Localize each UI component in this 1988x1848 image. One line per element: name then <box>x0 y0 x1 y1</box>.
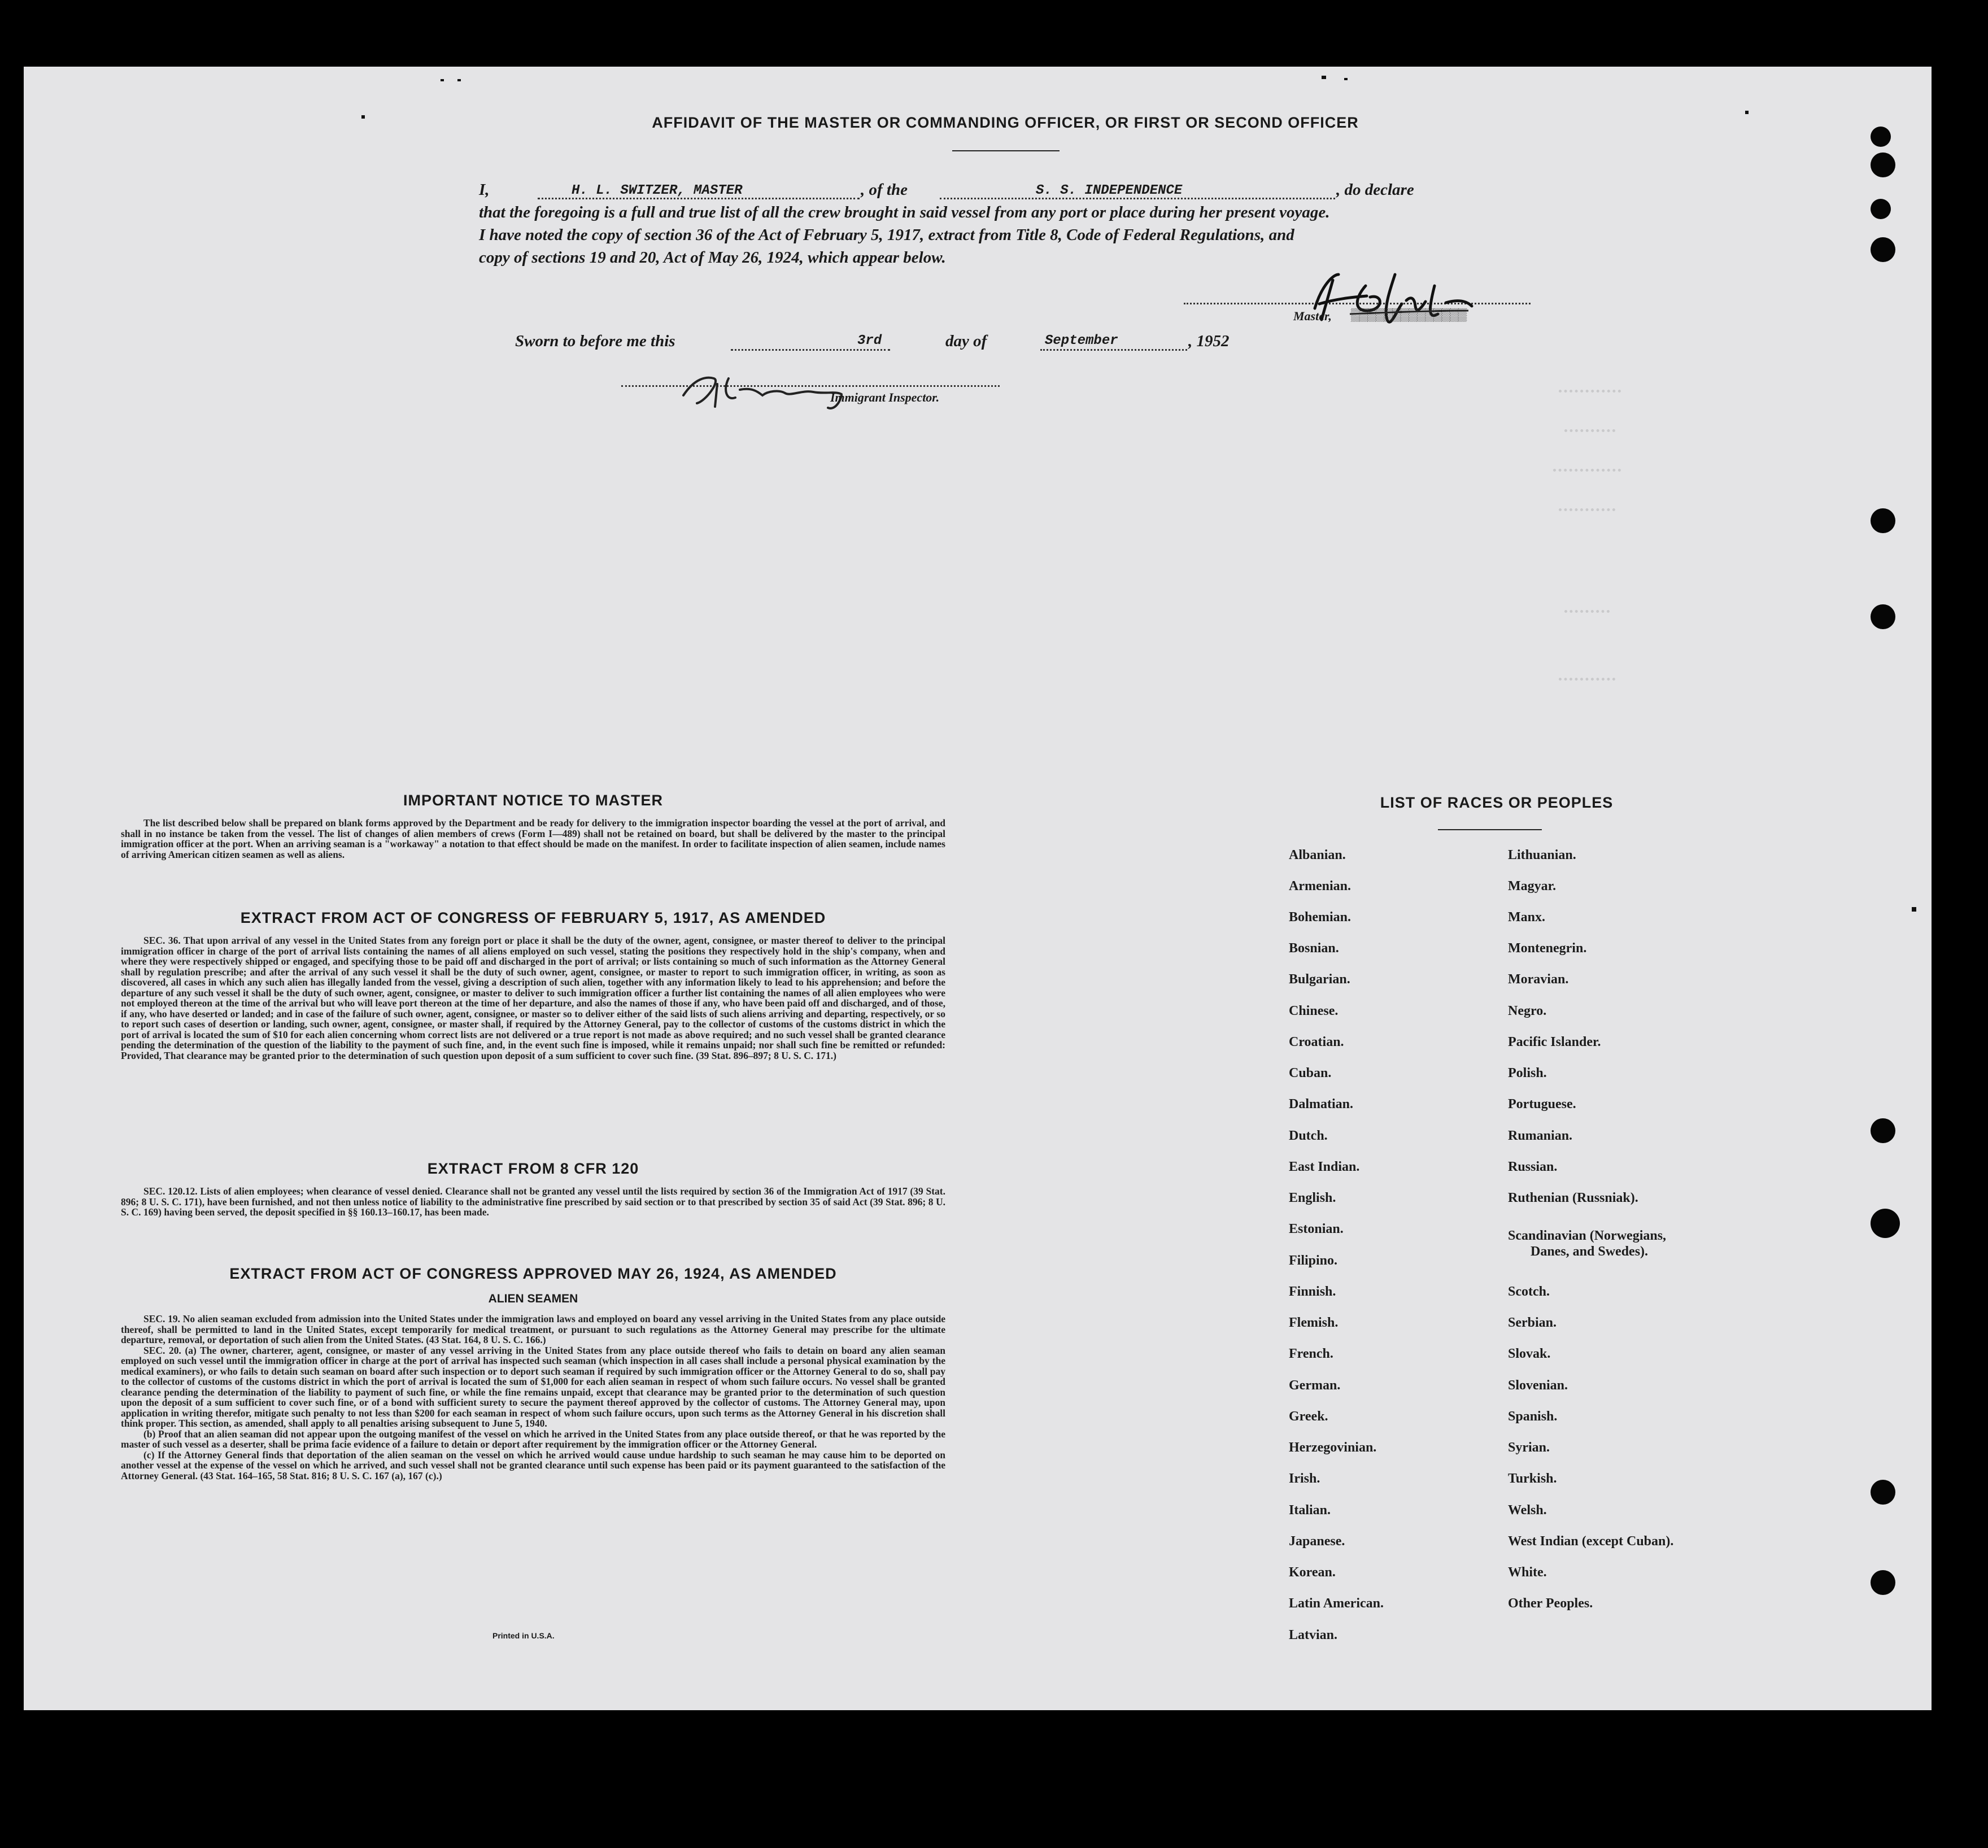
declaration-line-3: I have noted the copy of section 36 of the Act of February 5, 1917, extract from Title 8, Code of Federal Regulations, and <box>479 226 1294 244</box>
extract-1924-body <box>121 1314 945 1481</box>
vessel-name-field: S. S. INDEPENDENCE <box>1036 183 1183 198</box>
scan-mark <box>457 79 461 81</box>
do-declare-label: , do declare <box>1336 181 1414 199</box>
race-item: Welsh. <box>1508 1503 1547 1518</box>
extract-cfr-body <box>121 1186 945 1218</box>
race-item: Other Peoples. <box>1508 1596 1593 1611</box>
scan-mark <box>361 115 365 119</box>
races-title: LIST OF RACES OR PEOPLES <box>1380 794 1614 811</box>
race-item: Korean. <box>1289 1565 1336 1580</box>
section-120-12-paragraph: SEC. 120.12. Lists of alien employees; when clearance of vessel denied. Clearance shall not be granted any vessel until the lists required by section 36 of the Immigration Act of 1917 (39 Stat. 896; 8 U. S. C. 171), have been furnished, and not then unless notice of liability to the administrative fine prescribed by said section or to that prescribed by section 35 of said Act (39 Stat. 896; 8 U. S. C. 169) having been served, the deposit specified in §§ 160.13–160.17, has been made. <box>121 1185 945 1218</box>
race-item: Dutch. <box>1289 1128 1328 1143</box>
master-name-field: H. L. SWITZER, MASTER <box>572 183 743 198</box>
sworn-line <box>515 330 1306 352</box>
scan-mark <box>1912 907 1916 912</box>
alien-seamen-subtitle: ALIEN SEAMEN <box>488 1292 578 1305</box>
race-item: Filipino. <box>1289 1253 1338 1268</box>
race-item: Irish. <box>1289 1471 1320 1486</box>
race-item: Flemish. <box>1289 1315 1339 1330</box>
race-item: Serbian. <box>1508 1315 1557 1330</box>
race-item: French. <box>1289 1346 1333 1361</box>
race-item: Russian. <box>1508 1160 1558 1174</box>
race-item: Slovak. <box>1508 1346 1551 1361</box>
race-item: Moravian. <box>1508 972 1569 987</box>
race-item: Herzegovinian. <box>1289 1440 1377 1455</box>
race-item: Rumanian. <box>1508 1128 1573 1143</box>
punch-hole <box>1871 199 1891 219</box>
race-item: Dalmatian. <box>1289 1097 1353 1112</box>
declaration-line-2: that the foregoing is a full and true list of all the crew brought in said vessel from any port or place during her present voyage. <box>479 203 1330 221</box>
extract-1917-title: EXTRACT FROM ACT OF CONGRESS OF FEBRUARY 5, 1917, AS AMENDED <box>240 909 826 926</box>
race-item: Ruthenian (Russniak). <box>1508 1191 1638 1205</box>
race-item: Croatian. <box>1289 1035 1344 1049</box>
race-item: Japanese. <box>1289 1534 1345 1549</box>
inspector-caption: Immigrant Inspector. <box>830 390 940 404</box>
race-item: Polish. <box>1508 1066 1547 1080</box>
sworn-day-field: 3rd <box>857 333 882 348</box>
printed-in-usa: Printed in U.S.A. <box>492 1631 555 1640</box>
bleed-through <box>1547 373 1649 768</box>
affidavit-title: AFFIDAVIT OF THE MASTER OR COMMANDING OFFICER, OR FIRST OR SECOND OFFICER <box>652 114 1359 131</box>
race-item: Danes, and Swedes). <box>1531 1244 1649 1259</box>
extract-cfr-title: EXTRACT FROM 8 CFR 120 <box>427 1160 639 1177</box>
race-item: Turkish. <box>1508 1471 1557 1486</box>
section-20b-paragraph: (b) Proof that an alien seaman did not appear upon the outgoing manifest of the vessel on which he arrived in the United States from any place outside thereof, or that he was reported by the master of such vessel as a deserter, shall be prima facie evidence of a failure to detain or deport after requirement by the immigration officer or the Attorney General. <box>121 1428 945 1450</box>
punch-hole <box>1871 1209 1900 1238</box>
races-title-rule <box>1438 829 1542 830</box>
race-item: East Indian. <box>1289 1160 1360 1174</box>
race-item: Slovenian. <box>1508 1378 1568 1393</box>
notice-paragraph: The list described below shall be prepared on blank forms approved by the Department and be ready for delivery to the immigration inspector boarding the vessel at the port of arrival, and shall in no instance be taken from the vessel. The list of changes of alien members of crews (Form I—489) shall not be retained on board, but shall be delivered by the master to the principal immigration officer at the port. When an arriving seaman is a "workaway" a notation to that effect should be made on the manifest. In order to facilitate inspection of alien seamen, include names of arriving American citizen seamen as well as aliens. <box>121 817 945 860</box>
notice-title: IMPORTANT NOTICE TO MASTER <box>403 792 663 809</box>
race-item: Magyar. <box>1508 879 1557 894</box>
race-item: English. <box>1289 1191 1336 1205</box>
master-title-overstrike: ▒▒▒▒▒▒▒▒▒▒▒▒▒▒ <box>1351 307 1467 321</box>
race-item: Bosnian. <box>1289 941 1339 956</box>
race-item: Scandinavian (Norwegians, <box>1508 1228 1667 1243</box>
race-item: Latin American. <box>1289 1596 1384 1611</box>
master-caption: Master, <box>1293 309 1332 323</box>
punch-hole <box>1871 237 1895 262</box>
race-item: West Indian (except Cuban). <box>1508 1534 1674 1549</box>
race-item: Scotch. <box>1508 1284 1550 1299</box>
race-item: Spanish. <box>1508 1409 1558 1424</box>
race-item: Cuban. <box>1289 1066 1332 1080</box>
punch-hole <box>1871 604 1895 629</box>
scan-mark <box>1745 111 1749 114</box>
scan-mark <box>1322 76 1326 79</box>
section-20a-paragraph: SEC. 20. (a) The owner, charterer, agent, consignee, or master of any vessel arriving in the United States from any place outside thereof who fails to detain on board any alien seaman employed on such vessel until the immigration officer in charge at the port of arrival has inspected such seaman (which inspection in all cases shall include a personal physical examination by the medical examiners), or who fails to detain such seaman on board after such inspection or to deport such seaman if required by such immigration officer or the Attorney General to do so, shall pay to the collector of customs of the customs district in which the port of arrival is located the sum of $1,000 for each alien seaman in respect of whom such failure occurs. No vessel shall be granted clearance pending the determination of the liability to payment of such fine, or while the fine remains unpaid, except that clearance may be granted prior to the determination of such question upon the deposit of a sum sufficient to cover such fine, or of a bond with sufficient surety to secure the payment thereof approved by the collector of customs. The Attorney General may, upon application in writing therefor, mitigate such penalty to not less than $200 for each seaman in respect of whom such failure occurs, upon such terms as the Attorney General in his discretion shall think proper. This section, as amended, shall apply to all penalties arising subsequent to June 5, 1940. <box>121 1344 945 1429</box>
sworn-year: , 1952 <box>1188 332 1230 350</box>
punch-hole <box>1871 1480 1895 1505</box>
race-item: Lithuanian. <box>1508 848 1576 862</box>
notice-body <box>121 818 945 860</box>
race-item: Chinese. <box>1289 1004 1339 1018</box>
race-item: Manx. <box>1508 910 1545 925</box>
punch-hole <box>1871 127 1891 147</box>
scan-mark <box>1344 78 1348 80</box>
title-rule <box>952 150 1060 151</box>
scan-mark <box>441 79 444 81</box>
race-item: Bulgarian. <box>1289 972 1350 987</box>
punch-hole <box>1871 508 1895 533</box>
sworn-month-field: September <box>1045 333 1118 348</box>
race-item: German. <box>1289 1378 1341 1393</box>
race-item: Armenian. <box>1289 879 1351 894</box>
section-36-paragraph: SEC. 36. That upon arrival of any vessel in the United States from any foreign port or place it shall be the duty of the owner, agent, consignee, or master thereof to deliver to the principal immigration officer in charge of the port of arrival lists containing the names of all aliens employed on such vessel, stating the positions they respectively hold in the ship's company, when and where they were respectively shipped or engaged, and specifying those to be paid off and discharged in the port of arrival; or lists containing so much of such information as the Attorney General shall by regulation prescribe; and after the arrival of any such vessel it shall be the duty of such owner, agent, consignee, or master to report to such immigration officer, in writing, as soon as discovered, all cases in which any such alien has illegally landed from the vessel, giving a description of such alien, together with any information likely to lead to his apprehension; and before the departure of any such vessel it shall be the duty of such owner, agent, consignee, or master to deliver to such immigration officer a further list containing the names of all alien employees who were not employed thereon at the time of the arrival but who will leave port thereon at the time of her departure, and also the names of those if any, who have been paid off and discharged, and of those, if any, who have deserted or landed; and in case of the failure of such owner, agent, consignee, or master so to deliver either of the said lists of such aliens arriving and departing, respectively, or so to report such cases of desertion or landing, such owner, agent, consignee, or master shall, if required by the Attorney General, pay to the collector of customs of the customs district in which the port of arrival is located the sum of $10 for each alien concerning whom correct lists are not delivered or a true report is not made as above required; and no such vessel shall be granted clearance pending the determination of the question of the liability to the payment of such fine, and, in the event such fine is imposed, while it remains unpaid; nor shall such fine be remitted or refunded: Provided, That clearance may be granted prior to the determination of such question upon deposit of a sum sufficient to cover such fine. (39 Stat. 896–897; 8 U. S. C. 171.) <box>121 935 945 1061</box>
day-of-label: day of <box>945 332 987 350</box>
punch-hole <box>1871 152 1895 177</box>
punch-hole <box>1871 1118 1895 1143</box>
race-item: Latvian. <box>1289 1628 1338 1642</box>
race-item: Portuguese. <box>1508 1097 1576 1112</box>
extract-1917-body <box>121 935 945 1061</box>
race-item: Syrian. <box>1508 1440 1550 1455</box>
declarant-prefix: I, <box>479 181 490 199</box>
declaration-line-4: copy of sections 19 and 20, Act of May 26, 1924, which appear below. <box>479 249 946 267</box>
punch-hole <box>1871 1570 1895 1595</box>
section-20c-paragraph: (c) If the Attorney General finds that deportation of the alien seaman on the vessel on which he arrived would cause undue hardship to such seaman he may cause him to be deported on another vessel at the expense of the vessel on which he arrived, and such vessel shall not be granted clearance until such expense has been paid or its payment guaranteed to the satisfaction of the Attorney General. (43 Stat. 164–165, 58 Stat. 816; 8 U. S. C. 167 (a), 167 (c).) <box>121 1449 945 1481</box>
race-item: Montenegrin. <box>1508 941 1587 956</box>
race-item: Bohemian. <box>1289 910 1352 925</box>
race-item: Greek. <box>1289 1409 1328 1424</box>
race-item: Negro. <box>1508 1004 1547 1018</box>
extract-1924-title: EXTRACT FROM ACT OF CONGRESS APPROVED MAY 26, 1924, AS AMENDED <box>229 1265 837 1282</box>
race-item: Estonian. <box>1289 1222 1344 1236</box>
section-19-paragraph: SEC. 19. No alien seaman excluded from admission into the United States under the immigration laws and employed on board any vessel arriving in the United States from any place outside thereof, shall be permitted to land in the United States, except temporarily for medical treatment, or pursuant to such regulations as the Attorney General may prescribe for the ultimate departure, removal, or deportation of such alien from the United States. (43 Stat. 164, 8 U. S. C. 166.) <box>121 1313 945 1345</box>
race-item: Pacific Islander. <box>1508 1035 1601 1049</box>
of-the-label: , of the <box>861 181 908 199</box>
race-item: Albanian. <box>1289 848 1346 862</box>
declaration-line-1 <box>479 178 1535 201</box>
race-item: Finnish. <box>1289 1284 1336 1299</box>
sworn-prefix: Sworn to before me this <box>515 332 675 350</box>
race-item: White. <box>1508 1565 1547 1580</box>
race-item: Italian. <box>1289 1503 1331 1518</box>
